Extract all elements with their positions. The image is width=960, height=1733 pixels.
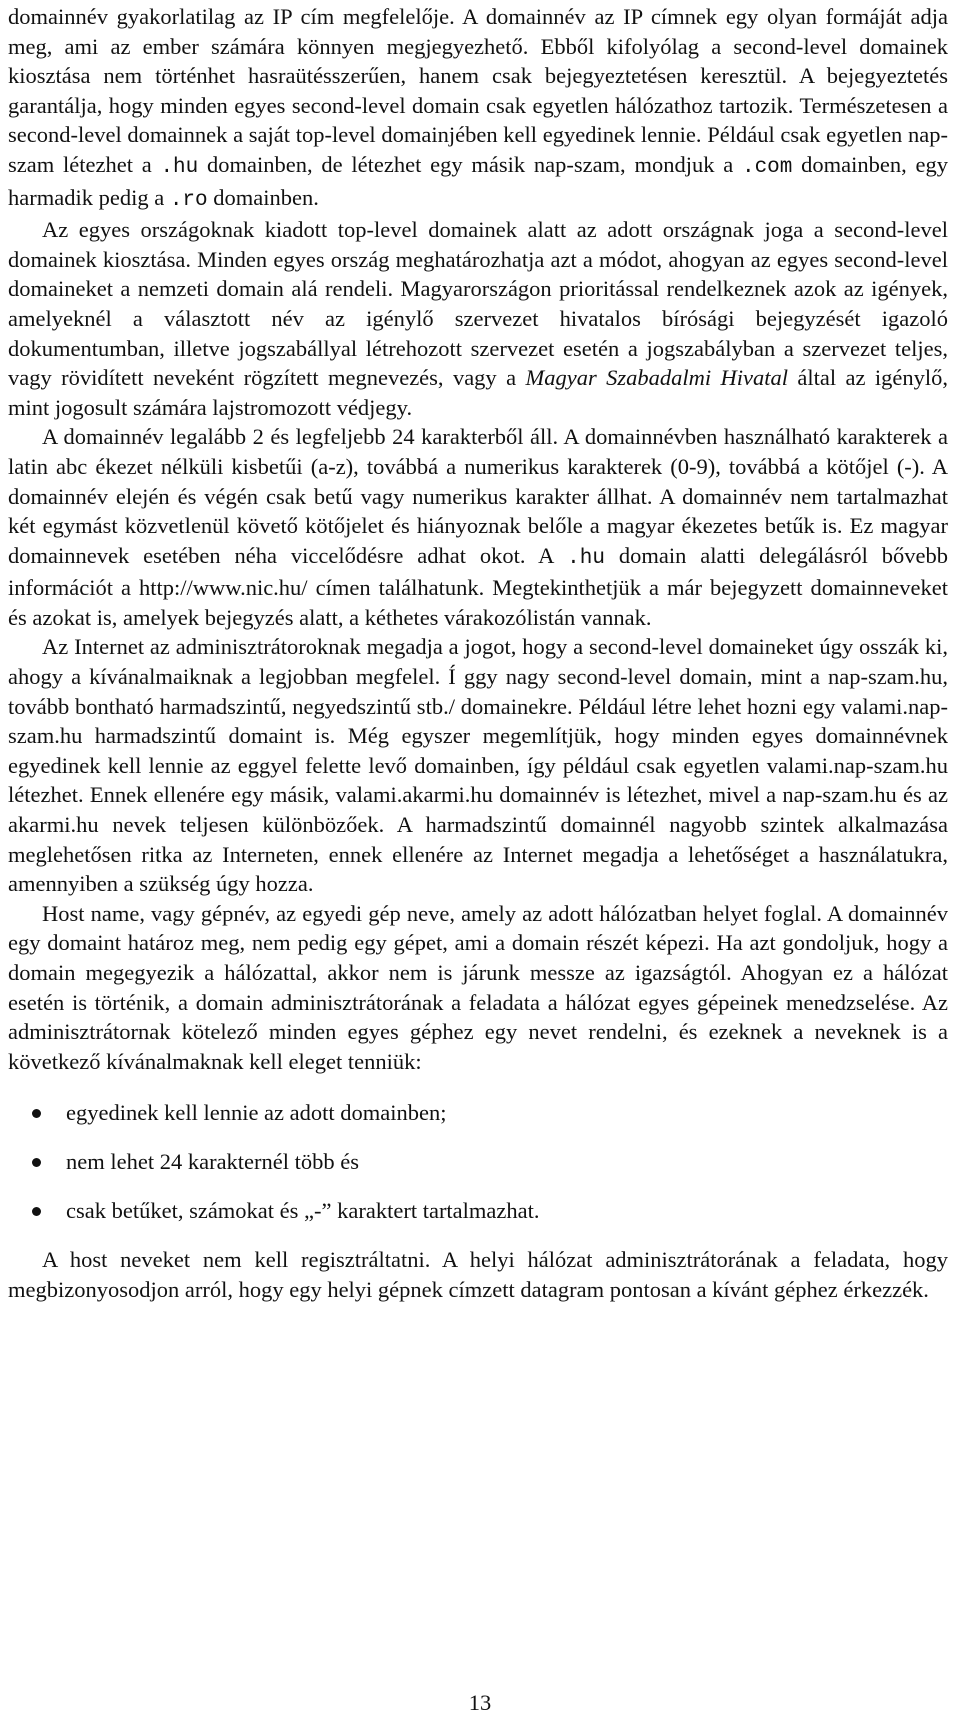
host-name-requirements-list	[8, 1098, 948, 1225]
list-item-text: csak betűket, számokat és „-” karaktert tartalmazhat.	[66, 1197, 540, 1223]
list-item	[8, 1147, 948, 1177]
bullet-icon	[32, 1158, 41, 1167]
paragraph-text: által az igénylő, mint jogosult számára lajstromozott védjegy.	[8, 365, 948, 420]
paragraph-text: domainnév gyakorlatilag az IP cím megfelelője. A domainnév az IP címnek egy olyan formáját adja meg, ami az ember számára könnyen megjegyezhető. Ebből kifolyólag a second-level domainek kiosztása nem történhet hasraütésszerűen, hanem csak bejegyeztetésen keresztül. A bejegyeztetés garantálja, hogy minden egyes second-level domain csak egyetlen hálózathoz tartozik. Természetesen a second-level domainnek a saját top-level domainjében kell egyedinek lennie. Például csak egyetlen nap-szam létezhet a	[8, 4, 948, 177]
paragraph-text: domainben, de létezhet egy másik nap-szam, mondjuk a	[198, 151, 742, 177]
page-number: 13	[468, 1690, 492, 1715]
italic-office-name: Magyar Szabadalmi Hivatal	[525, 365, 788, 391]
paragraph-text: domain alatti delegálásról bővebb információt a http://www.nic.hu/ címen találhatunk. Megtekinthetjük a már bejegyzett domainneveket és azokat is, amelyek bejegyzés alatt, a kéthetes várakozólistán vannak.	[8, 542, 948, 630]
paragraph-country-domains	[8, 215, 948, 422]
list-item-text: nem lehet 24 karakternél több és	[66, 1148, 360, 1174]
paragraph-text: domainben.	[207, 184, 319, 210]
list-item	[8, 1098, 948, 1128]
paragraph-text: Az egyes országoknak kiadott top-level domainek alatt az adott országnak joga a second-level domainek kiosztása. Minden egyes ország meghatározhatja azt a módot, ahogyan az egyes second-level domaineket a nemzeti domain alá rendeli. Magyarországon prioritással rendelkeznek azok az igények, amelyeknél a választott név az igénylő szervezet hivatalos bírósági bejegyzését igazoló dokumentumban, illetve jogszabállyal létrehozott szervezet esetén a jogszabályban a szervezet teljes, vagy rövidített neveként rögzített megnevezés, vagy a	[8, 217, 948, 391]
paragraph-text: domainben, egy harmadik pedig a	[8, 151, 949, 210]
list-item-text: egyedinek kell lennie az adott domainben;	[66, 1100, 447, 1126]
bullet-icon	[32, 1207, 41, 1216]
code-hu: .hu	[567, 546, 605, 570]
paragraph-domain-characters	[8, 422, 948, 632]
code-hu: .hu	[160, 155, 199, 179]
paragraph-host-registration: A host neveket nem kell regisztráltatni. A helyi hálózat adminisztrátorának a feladata, hogy megbizonyosodjon arról, hogy egy helyi gépnek címzett datagram pontosan a kívánt géphez érkezzék.	[8, 1247, 948, 1302]
code-ro: .ro	[169, 188, 208, 212]
list-item	[8, 1196, 948, 1226]
paragraph-domain-registration	[8, 2, 948, 215]
paragraph-text: A domainnév legalább 2 és legfeljebb 24 karakterből áll. A domainnévben használható karakterek a latin abc ékezet nélküli kisbetűi (a-z), továbbá a numerikus karakterek (0-9), továbbá a kötőjel (-). A domainnév elején és végén csak betű vagy numerikus karakter állhat. A domainnév nem tartalmazhat két egymást közvetlenül követő kötőjelet és hiányoznak belőle a magyar ékezetes betűk is. Ez magyar domainnevek esetében néha viccelődésre adhat okot. A	[8, 424, 948, 568]
bullet-icon	[32, 1109, 41, 1118]
paragraph-subdomains: Az Internet az adminisztrátoroknak megadja a jogot, hogy a second-level domaineket úgy osszák ki, ahogy a kívánalmaiknak a legjobban megfelel. Í ggy nagy second-level domain, mint a nap-szam.hu, tovább bontható harmadszintű, negyedszintű stb./ domainekre. Például létre lehet hozni egy valami.nap-szam.hu harmadszintű domaint is. Még egyszer megemlítjük, hogy minden egyes domainnévnek egyedinek kell lennie az eggyel felette levő domainben, így például csak egyetlen valami.nap-szam.hu létezhet. Ennek ellenére egy másik, valami.akarmi.hu domainnév is létezhet, mivel a nap-szam.hu és az akarmi.hu nevek teljesen különbözőek. A harmadszintű domainnél nagyobb szintek alkalmazása meglehetősen ritka az Interneten, ennek ellenére az Internet megadja a lehetőséget a használatukra, amennyiben a szükség úgy hozza.	[8, 634, 948, 897]
code-com: .com	[741, 155, 793, 179]
paragraph-host-name: Host name, vagy gépnév, az egyedi gép neve, amely az adott hálózatban helyet foglal. A domainnév egy domaint határoz meg, nem pedig egy gépet, ami a domain részét képezi. Ha azt gondoljuk, hogy a domain megegyezik a hálózattal, akkor nem is járunk messze az igazságtól. Ahogyan ez a hálózat esetén is történik, a domain adminisztrátorának a feladata a hálózat egyes gépeinek menedzselése. Az adminisztrátornak kötelező minden egyes géphez egy nevet rendelni, és ezeknek a neveknek is a következő kívánalmaknak kell eleget tenniük:	[8, 900, 948, 1074]
